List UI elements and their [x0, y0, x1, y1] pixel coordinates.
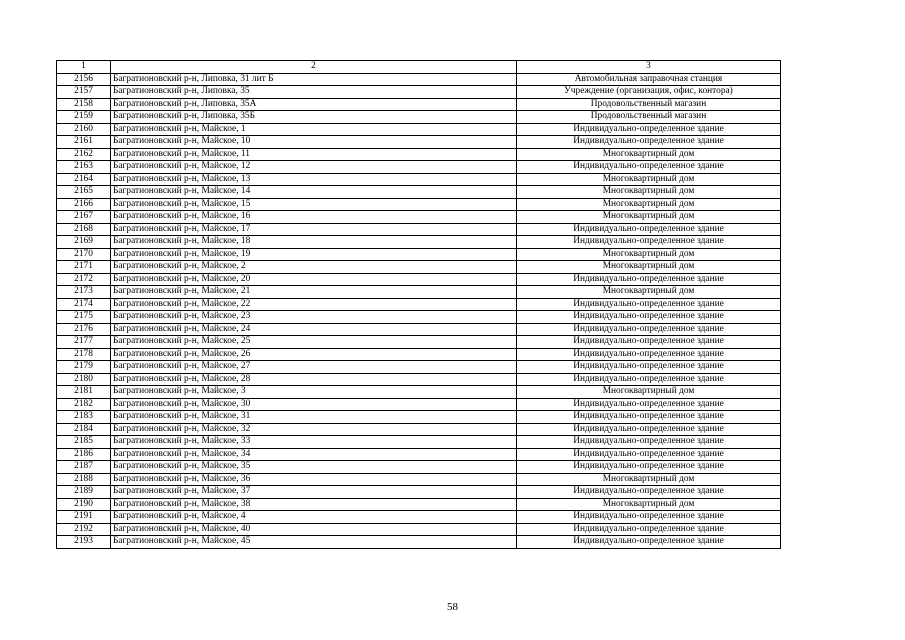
address-cell: Багратионовский р-н, Майское, 21: [111, 286, 517, 299]
row-number-cell: 2162: [57, 148, 111, 161]
table-row: [57, 536, 781, 549]
table-row: [57, 523, 781, 536]
address-cell: Багратионовский р-н, Майское, 18: [111, 236, 517, 249]
row-number-cell: 2193: [57, 536, 111, 549]
row-number-cell: 2167: [57, 211, 111, 224]
address-cell: Багратионовский р-н, Майское, 1: [111, 123, 517, 136]
row-number-cell: 2161: [57, 136, 111, 149]
table-row: [57, 398, 781, 411]
table-row: [57, 486, 781, 499]
object-type-cell: Индивидуально-определенное здание: [517, 423, 781, 436]
row-number-cell: 2175: [57, 311, 111, 324]
table-row: [57, 423, 781, 436]
row-number-cell: 2164: [57, 173, 111, 186]
object-type-cell: Индивидуально-определенное здание: [517, 411, 781, 424]
table-row: [57, 173, 781, 186]
address-cell: Багратионовский р-н, Майское, 15: [111, 198, 517, 211]
table-row: [57, 411, 781, 424]
address-cell: Багратионовский р-н, Майское, 38: [111, 498, 517, 511]
object-type-cell: Индивидуально-определенное здание: [517, 123, 781, 136]
address-cell: Багратионовский р-н, Майское, 33: [111, 436, 517, 449]
row-number-cell: 2171: [57, 261, 111, 274]
address-cell: Багратионовский р-н, Майское, 30: [111, 398, 517, 411]
table-row: [57, 286, 781, 299]
table-row: [57, 511, 781, 524]
object-type-cell: Многоквартирный дом: [517, 186, 781, 199]
row-number-cell: 2184: [57, 423, 111, 436]
address-cell: Багратионовский р-н, Майское, 36: [111, 473, 517, 486]
row-number-cell: 2166: [57, 198, 111, 211]
object-type-cell: Продовольственный магазин: [517, 111, 781, 124]
object-type-cell: Многоквартирный дом: [517, 286, 781, 299]
object-type-cell: Автомобильная заправочная станция: [517, 73, 781, 86]
address-cell: Багратионовский р-н, Липовка, 35А: [111, 98, 517, 111]
address-cell: Багратионовский р-н, Майское, 35: [111, 461, 517, 474]
object-type-cell: Индивидуально-определенное здание: [517, 336, 781, 349]
object-type-cell: Индивидуально-определенное здание: [517, 486, 781, 499]
object-type-cell: Многоквартирный дом: [517, 386, 781, 399]
object-type-cell: Индивидуально-определенное здание: [517, 536, 781, 549]
table-row: [57, 73, 781, 86]
row-number-cell: 2187: [57, 461, 111, 474]
row-number-cell: 2189: [57, 486, 111, 499]
address-cell: Багратионовский р-н, Майское, 12: [111, 161, 517, 174]
column-header-1: 1: [57, 61, 111, 74]
object-type-cell: Индивидуально-определенное здание: [517, 161, 781, 174]
object-type-cell: Индивидуально-определенное здание: [517, 273, 781, 286]
object-type-cell: Индивидуально-определенное здание: [517, 398, 781, 411]
column-header-2: 2: [111, 61, 517, 74]
address-cell: Багратионовский р-н, Майское, 14: [111, 186, 517, 199]
object-type-cell: Многоквартирный дом: [517, 148, 781, 161]
row-number-cell: 2185: [57, 436, 111, 449]
table-row: [57, 186, 781, 199]
row-number-cell: 2173: [57, 286, 111, 299]
address-cell: Багратионовский р-н, Майское, 24: [111, 323, 517, 336]
table-row: [57, 461, 781, 474]
table-row: [57, 336, 781, 349]
table-row: [57, 248, 781, 261]
address-cell: Багратионовский р-н, Майское, 2: [111, 261, 517, 274]
object-type-cell: Индивидуально-определенное здание: [517, 448, 781, 461]
address-cell: Багратионовский р-н, Липовка, 35Б: [111, 111, 517, 124]
table-row: [57, 261, 781, 274]
object-type-cell: Индивидуально-определенное здание: [517, 236, 781, 249]
object-type-cell: Многоквартирный дом: [517, 211, 781, 224]
table-row: [57, 348, 781, 361]
row-number-cell: 2191: [57, 511, 111, 524]
object-type-cell: Многоквартирный дом: [517, 198, 781, 211]
table-row: [57, 323, 781, 336]
address-cell: Багратионовский р-н, Майское, 10: [111, 136, 517, 149]
table-row: [57, 436, 781, 449]
address-cell: Багратионовский р-н, Майское, 37: [111, 486, 517, 499]
object-type-cell: Многоквартирный дом: [517, 498, 781, 511]
row-number-cell: 2181: [57, 386, 111, 399]
table-row: [57, 273, 781, 286]
table-row: [57, 148, 781, 161]
table-row: [57, 198, 781, 211]
table-row: [57, 386, 781, 399]
address-cell: Багратионовский р-н, Майское, 19: [111, 248, 517, 261]
table-row: [57, 161, 781, 174]
address-cell: Багратионовский р-н, Майское, 13: [111, 173, 517, 186]
row-number-cell: 2179: [57, 361, 111, 374]
table-row: [57, 298, 781, 311]
object-type-cell: Индивидуально-определенное здание: [517, 323, 781, 336]
table-row: [57, 136, 781, 149]
address-cell: Багратионовский р-н, Майское, 23: [111, 311, 517, 324]
address-cell: Багратионовский р-н, Майское, 31: [111, 411, 517, 424]
row-number-cell: 2178: [57, 348, 111, 361]
row-number-cell: 2156: [57, 73, 111, 86]
table-row: [57, 498, 781, 511]
table-row: [57, 111, 781, 124]
row-number-cell: 2174: [57, 298, 111, 311]
object-type-cell: Многоквартирный дом: [517, 261, 781, 274]
address-cell: Багратионовский р-н, Майское, 4: [111, 511, 517, 524]
table-row: [57, 123, 781, 136]
row-number-cell: 2169: [57, 236, 111, 249]
document-table: [56, 60, 781, 549]
row-number-cell: 2192: [57, 523, 111, 536]
table-body: [57, 73, 781, 548]
row-number-cell: 2176: [57, 323, 111, 336]
address-cell: Багратионовский р-н, Майское, 45: [111, 536, 517, 549]
table-row: [57, 473, 781, 486]
row-number-cell: 2182: [57, 398, 111, 411]
row-number-cell: 2180: [57, 373, 111, 386]
object-type-cell: Индивидуально-определенное здание: [517, 223, 781, 236]
table-row: [57, 373, 781, 386]
row-number-cell: 2157: [57, 86, 111, 99]
object-type-cell: Индивидуально-определенное здание: [517, 373, 781, 386]
object-type-cell: Индивидуально-определенное здание: [517, 523, 781, 536]
row-number-cell: 2183: [57, 411, 111, 424]
row-number-cell: 2159: [57, 111, 111, 124]
address-cell: Багратионовский р-н, Майское, 26: [111, 348, 517, 361]
row-number-cell: 2190: [57, 498, 111, 511]
object-type-cell: Учреждение (организация, офис, контора): [517, 86, 781, 99]
object-type-cell: Индивидуально-определенное здание: [517, 361, 781, 374]
address-cell: Багратионовский р-н, Майское, 11: [111, 148, 517, 161]
object-type-cell: Индивидуально-определенное здание: [517, 348, 781, 361]
row-number-cell: 2170: [57, 248, 111, 261]
table-row: [57, 311, 781, 324]
address-cell: Багратионовский р-н, Майское, 3: [111, 386, 517, 399]
row-number-cell: 2177: [57, 336, 111, 349]
table-row: [57, 361, 781, 374]
table-row: [57, 223, 781, 236]
object-type-cell: Индивидуально-определенное здание: [517, 298, 781, 311]
row-number-cell: 2165: [57, 186, 111, 199]
table-row: [57, 448, 781, 461]
row-number-cell: 2188: [57, 473, 111, 486]
row-number-cell: 2160: [57, 123, 111, 136]
address-cell: Багратионовский р-н, Майское, 16: [111, 211, 517, 224]
address-cell: Багратионовский р-н, Майское, 40: [111, 523, 517, 536]
row-number-cell: 2172: [57, 273, 111, 286]
table-row: [57, 211, 781, 224]
table-row: [57, 236, 781, 249]
address-cell: Багратионовский р-н, Майское, 32: [111, 423, 517, 436]
address-cell: Багратионовский р-н, Майское, 28: [111, 373, 517, 386]
object-type-cell: Индивидуально-определенное здание: [517, 136, 781, 149]
row-number-cell: 2158: [57, 98, 111, 111]
row-number-cell: 2163: [57, 161, 111, 174]
table-row: [57, 86, 781, 99]
table-row: [57, 98, 781, 111]
address-cell: Багратионовский р-н, Майское, 20: [111, 273, 517, 286]
address-cell: Багратионовский р-н, Майское, 22: [111, 298, 517, 311]
row-number-cell: 2168: [57, 223, 111, 236]
page-number: 58: [447, 601, 458, 613]
column-header-3: 3: [517, 61, 781, 74]
address-cell: Багратионовский р-н, Майское, 27: [111, 361, 517, 374]
header-row: [57, 61, 781, 74]
object-type-cell: Продовольственный магазин: [517, 98, 781, 111]
object-type-cell: Индивидуально-определенное здание: [517, 461, 781, 474]
object-type-cell: Индивидуально-определенное здание: [517, 511, 781, 524]
object-type-cell: Многоквартирный дом: [517, 248, 781, 261]
address-cell: Багратионовский р-н, Майское, 17: [111, 223, 517, 236]
object-type-cell: Индивидуально-определенное здание: [517, 311, 781, 324]
address-cell: Багратионовский р-н, Майское, 34: [111, 448, 517, 461]
object-type-cell: Индивидуально-определенное здание: [517, 436, 781, 449]
row-number-cell: 2186: [57, 448, 111, 461]
object-type-cell: Многоквартирный дом: [517, 473, 781, 486]
address-cell: Багратионовский р-н, Майское, 25: [111, 336, 517, 349]
object-type-cell: Многоквартирный дом: [517, 173, 781, 186]
address-cell: Багратионовский р-н, Липовка, 31 лит Б: [111, 73, 517, 86]
address-cell: Багратионовский р-н, Липовка, 35: [111, 86, 517, 99]
